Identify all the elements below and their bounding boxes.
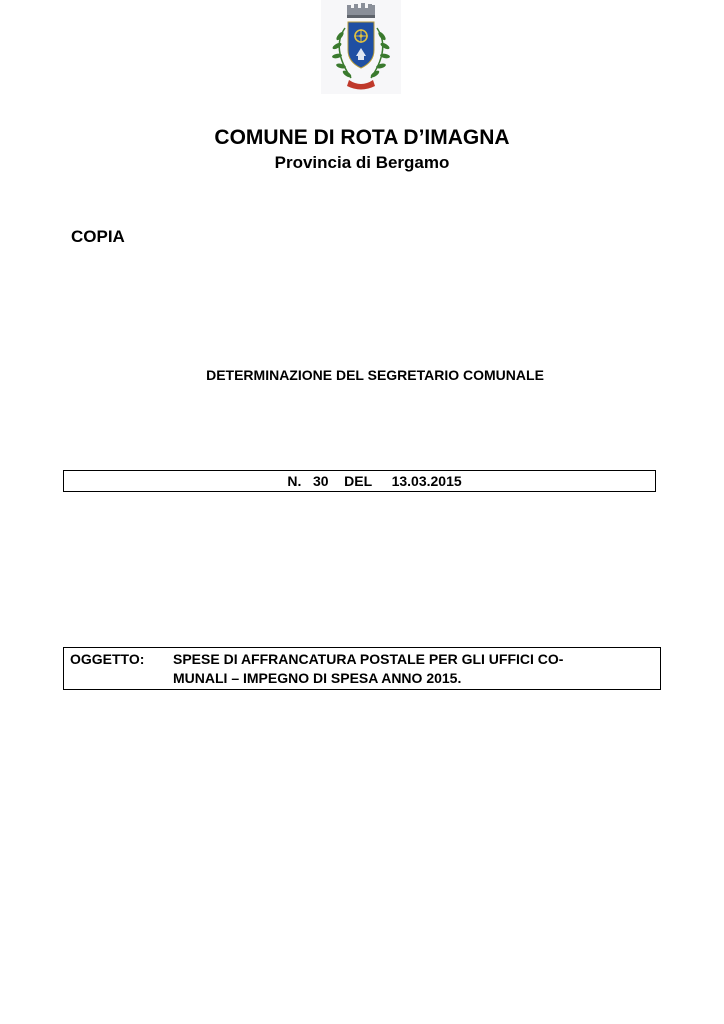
subject-line-1: SPESE DI AFFRANCATURA POSTALE PER GLI UFFICI CO-: [173, 651, 564, 667]
province-subtitle: Provincia di Bergamo: [274, 153, 450, 172]
determination-number: 30: [313, 473, 329, 489]
subject-line-2: MUNALI – IMPEGNO DI SPESA ANNO 2015.: [173, 670, 462, 686]
subject-box: [63, 647, 661, 690]
date-label: DEL: [344, 473, 373, 489]
subject-label: OGGETTO:: [70, 651, 145, 667]
subject-text: [173, 650, 656, 688]
copy-label: COPIA: [71, 227, 125, 246]
determination-date: 13.03.2015: [391, 473, 462, 489]
municipality-title: COMUNE DI ROTA D’IMAGNA: [214, 126, 510, 149]
number-label: N.: [287, 473, 302, 489]
determination-number-box: [63, 470, 656, 492]
municipal-coat-of-arms-icon: [321, 0, 401, 94]
document-type-heading: DETERMINAZIONE DEL SEGRETARIO COMUNALE: [206, 367, 544, 383]
